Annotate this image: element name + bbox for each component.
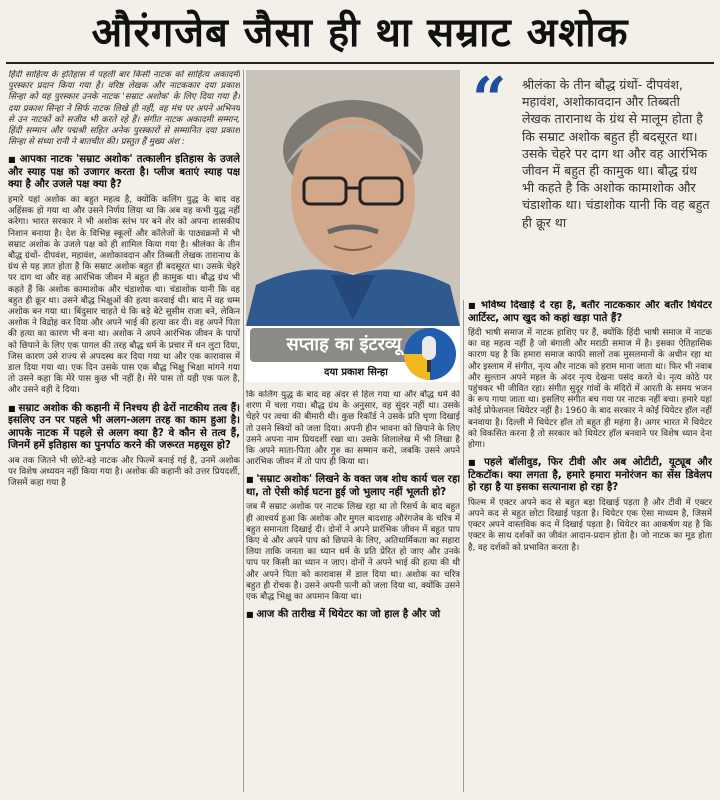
- answer-2: अब तक जितने भी छोटे-बड़े नाटक और फिल्में बनाई गई हैं, उनमें अशोक पर विशेष अध्ययन नहीं किया गया है। अशोक की कहानी को उत्तर प्रियदर्शी, जिसमें कहा गया है: [8, 455, 240, 488]
- middle-text: कि कलिंग युद्ध के बाद वह अंदर से हिल गया था और बौद्ध धर्म की शरण में चला गया। बौद्ध ग्रंथ के अनुसार, वह सुंदर नहीं था। उसके चेहरे पर त्वचा की बीमारी थी। कुछ रिकॉर्ड ने उसके प्रति घृणा दिखाई तो उसने स्त्रियों को जला दिया। अपनी हीन भावना को छिपाने के लिए उसने अपना नाम प्रियदर्शी रखा था। उसके शिलालेख में भी लिखा है कि अपने माता-पिता और गुरु का सम्मान करो, जबकि उसने अपने आरंभिक जीवन में तो पाप ही किया था।: [246, 390, 460, 468]
- question-4: ■ आज की तारीख में थियेटर का जो हाल है और जो: [246, 609, 460, 622]
- question-1: ■ आपका नाटक 'सम्राट अशोक' तत्कालीन इतिहास के उजले और स्याह पक्ष को उजागर करता है। प्लीज बताएं स्याह पक्ष क्या है और उजले पक्ष क्या है?: [8, 154, 240, 192]
- interview-banner: [246, 326, 460, 382]
- question-6: ■ पहले बॉलीवुड, फिर टीवी और अब ओटीटी, यूट्यूब और टिकटॉक। क्या लगता है, हमारे हमारा मनोरंजन का सेंस डिवेलप हो रहा है या इसका सत्यानाश हो रहा है?: [468, 457, 712, 495]
- pull-quote: [466, 65, 716, 295]
- question-2: ■ सम्राट अशोक की कहानी में निश्चय ही ढेरों नाटकीय तत्व हैं। इसलिए उन पर पहले भी अलग-अलग तरह का काम हुआ है। आपके नाटक में पहले से अलग क्या है? वे कौन से तत्व हैं, जिनमें हमें इतिहास का पुनर्पाठ करने की जरूरत महसूस हो?: [8, 403, 240, 453]
- column-divider-right: [463, 300, 464, 792]
- answer-3: जब मैं सम्राट अशोक पर नाटक लिख रहा था तो रिसर्च के बाद बहुत ही आश्चर्य हुआ कि अशोक और मुगल बादशाह औरंगजेब के चरित्र में बहुत समानता दिखाई दी। दोनों ने अपने प्रारंभिक जीवन में बहुत पाप किए थे और अपने पाप को छिपाने के लिए, अतिधार्मिकता का सहारा लिया ताकि जनता का ध्यान धर्म के प्रति प्रेरित हो जाए और उनके पाप पर किसी का ध्यान न जाए। दोनों ने अपने भाई की हत्या की थी और अपने पिता को कारावास में डाल दिया था। अशोक का चरित्र बहुत ही रोचक है। उसने अपनी पत्नी को जला दिया था, क्योंकि उसने एक बौद्ध भिक्षु का अपमान किया था।: [246, 502, 460, 603]
- right-column: [468, 300, 712, 792]
- byline: दया प्रकाश सिन्हा: [324, 367, 388, 378]
- author-portrait-illustration: [246, 70, 460, 326]
- question-5: ■ भविष्य दिखाई दे रहा है, बतौर नाटककार और बतौर थियेटर आर्टिस्ट, आप खुद को कहां खड़ा पाते हैं?: [468, 300, 712, 325]
- quote-icon: “: [472, 65, 507, 135]
- pull-quote-text: श्रीलंका के तीन बौद्ध ग्रंथों- दीपवंश, महावंश, अशोकावदान और तिब्बती लेखक तारानाथ के ग्रंथ से मालूम होता है कि सम्राट अशोक बहुत ही बदसूरत था। उसके चेहरे पर दाग था और वह आरंभिक जीवन में बहुत ही कामुक था। बौद्ध ग्रंथ भी कहते है कि अशोक कामाशोक और चंडाशोक था। चंडाशोक यानी कि वह बहुत ही क्रूर था: [522, 77, 710, 230]
- author-photo: [246, 70, 460, 326]
- headline: औरंगजेब जैसा ही था सम्राट अशोक: [91, 10, 629, 56]
- answer-6: फिल्म में एक्टर अपने कद से बहुत बड़ा दिखाई पड़ता है और टीवी में एक्टर अपने कद से बहुत छोटा दिखाई पड़ता है। थियेटर एक ऐसा माध्यम है, जिसमें एक्टर अपने वास्तविक कद में दिखाई पड़ता है। थियेटर का आकर्षण यह है कि एक्टर के साथ दर्शकों का जीवंत आदान-प्रदान होता है। जो नाटक का मूड होता है, वह दर्शकों को प्रभावित करता है।: [468, 497, 712, 553]
- middle-column: [246, 390, 460, 792]
- left-column: [8, 70, 240, 792]
- banner-title: सप्ताह का इंटरव्यू: [286, 334, 402, 355]
- question-3: ■ 'सम्राट अशोक' लिखने के वक्त जब शोध कार्य चल रहा था, तो ऐसी कोई घटना हुई जो भुलाए नहीं भूलती हो?: [246, 474, 460, 499]
- column-divider-left: [243, 70, 244, 792]
- answer-1: हमारे यहां अशोक का बहुत महत्व है, क्योंकि कलिंग युद्ध के बाद वह अहिंसक हो गया था और उसने निर्णय लिया था कि अब वह कभी युद्ध नहीं करेगा। भारत सरकार ने भी अशोक स्तंभ पर बने शेर को अपना शासकीय निशान बनाया है। देश के विभिन्न स्कूलों और कॉलेजों के पाठ्यक्रमों में भी सम्राट अशोक के उजले पक्ष को ही शामिल किया गया है। श्रीलंका के तीन बौद्ध ग्रंथों- दीपवंश, महावंश, अशोकावदान और तिब्बती लेखक तारानाथ के ग्रंथ से यह ज्ञात होता है कि सम्राट अशोक बहुत ही बदसूरत था। उसके चेहरे पर दाग था और वह आरंभिक जीवन में बहुत ही कामुक था। बौद्ध ग्रंथ भी कहते हैं कि अशोक कामाशोक और चंडाशोक था। चंडाशोक यानी कि वह बहुत ही क्रूर था। उसने बौद्ध भिक्षुओं की हत्या करवाई थी। बाद में वह धम्म अशोक बन गया था। बिंदुसार चाहते थे कि बड़े बेटे सुसीम राजा बने, लेकिन अशोक ने विद्रोह कर दिया और अपने भाई की हत्या कर दी। वह अपने पिता की हत्या का कारण भी बना था। अशोक ने अपने आरंभिक जीवन के पापों को छिपाने के लिए एक पागल की तरह बौद्ध धर्म के प्रचार में धन लुटा दिया, जिस कारण उसे राज्य से अपदस्थ कर दिया गया था और एक कारावास में डाल दिया गया था। एक दिन उसके पास एक बौद्ध भिक्षु भिक्षा मांगने गया तो उसने कहा कि मेरे पास कुछ भी नहीं है। मेरे पास तो यही एक फल है, और उसने वही दे दिया।: [8, 194, 240, 396]
- intro-text: हिंदी साहित्य के इतिहास में पहली बार किसी नाटक को साहित्य अकादमी पुरस्कार प्रदान किया गया है। वरिष्ठ लेखक और नाटककार दया प्रकाश सिन्हा को यह पुरस्कार उनके नाटक 'सम्राट अशोक' के लिए दिया गया है। दया प्रकाश सिन्हा ने सिर्फ नाटक लिखे ही नहीं, वह मंच पर अपने अभिनय से उन नाटकों को सजीव भी करते रहे हैं। संगीत नाटक अकादमी सम्मान, हिंदी सम्मान और पद्मश्री सहित अनेक पुरस्कारों से सम्मानित दया प्रकाश सिन्हा से संध्या रानी ने बातचीत की। प्रस्तुत हैं मुख्य अंश :: [8, 70, 240, 148]
- headline-rule: [6, 62, 714, 64]
- answer-5: हिंदी भाषी समाज में नाटक हाशिए पर हैं, क्योंकि हिंदी भाषी समाज में नाटक का वह महत्व नहीं है जो बंगाली और मराठी समाज में है। इसका ऐतिहासिक कारण यह है कि हमारा समाज काफी सालों तक मुसलमानों के अधीन रहा था और इस्लाम में संगीत, नृत्य और नाटक को हराम माना जाता था। फिर भी नवाब और सुल्तान अपने महल के अंदर नृत्य देखना पसंद करते थे। नृत्य कोठे पर पहुंचकर भी जीवित रहा। संगीत सुदूर गांवों के मंदिरों में आरती के समय भजन के रूप गाया जाता था। इसलिए संगीत बच गया पर नाटक नहीं बचा। हमारे यहां कोई प्रोफेशनल थियेटर नहीं है। 1960 के बाद सरकार ने कोई थियेटर हॉल नहीं बनवाया है। दिल्ली में थियेटर हॉल तो बहुत ही महंगा है। अगर भारत में थियेटर को विकसित करना है तो सरकार को थियेटर हॉल बनवाने पर विशेष ध्यान देना होगा।: [468, 328, 712, 451]
